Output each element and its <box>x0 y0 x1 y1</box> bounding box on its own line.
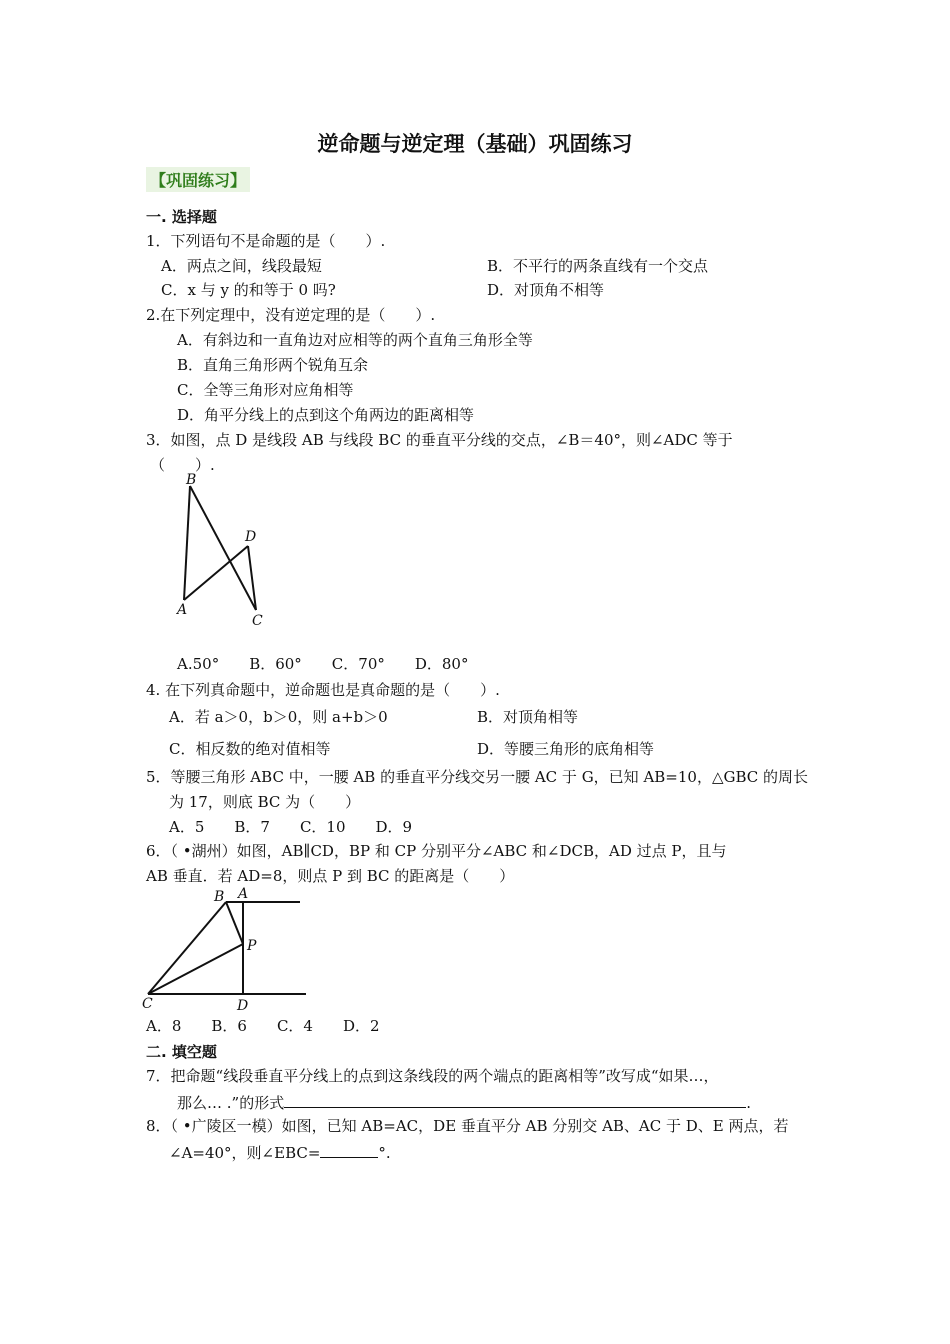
q6-stem: 6．（ •湖州）如图，AB∥CD，BP 和 CP 分别平分∠ABC 和∠DCB，AD 过点 P，且与 <box>146 842 727 860</box>
q3-label-a: A <box>177 602 188 618</box>
q3-segment-ad <box>184 546 248 600</box>
q7-answer-blank[interactable] <box>284 1091 746 1108</box>
q1-option-a: A．两点之间，线段最短 <box>161 257 322 275</box>
q2-stem: 2.在下列定理中，没有逆定理的是（ ）. <box>146 306 436 324</box>
q8-stem-end: °. <box>378 1144 391 1162</box>
q8-answer-blank[interactable] <box>320 1141 378 1158</box>
q6-label-a: A <box>238 886 249 902</box>
q2-option-b: B．直角三角形两个锐角互余 <box>177 356 369 374</box>
q6-segment-bp <box>226 902 243 944</box>
q6-figure <box>136 884 316 1014</box>
q8-stem: 8．（ •广陵区一模）如图，已知 AB=AC，DE 垂直平分 AB 分别交 AB、AC 于 D、E 两点，若 <box>146 1117 789 1135</box>
q2-option-a: A．有斜边和一直角边对应相等的两个直角三角形全等 <box>177 331 533 349</box>
q7-end-period: . <box>746 1094 751 1112</box>
q3-label-c: C <box>252 613 263 629</box>
q3-stem-continued: （ ）. <box>150 456 215 474</box>
q3-options: A.50° B．60° C．70° D．80° <box>177 655 469 673</box>
q3-figure <box>170 468 280 630</box>
q5-stem-continued: 为 17，则底 BC 为（ ） <box>169 793 361 811</box>
section-tag: 【巩固练习】 <box>146 167 250 192</box>
q7-stem: 7．把命题“线段垂直平分线上的点到这条线段的两个端点的距离相等”改写成“如果…， <box>146 1067 719 1085</box>
q4-option-d: D．等腰三角形的底角相等 <box>477 740 655 758</box>
q6-segment-cp <box>148 944 243 994</box>
q6-label-p: P <box>247 938 257 954</box>
q8-line-2 <box>169 1141 391 1163</box>
section-choice-heading: 一. 选择题 <box>146 208 217 226</box>
q1-option-c: C．x 与 y 的和等于 0 吗? <box>161 281 336 299</box>
q6-label-c: C <box>142 996 153 1012</box>
q4-stem: 4. 在下列真命题中，逆命题也是真命题的是（ ）. <box>146 681 500 699</box>
q4-option-c: C．相反数的绝对值相等 <box>169 740 331 758</box>
q6-segment-bc <box>148 902 226 994</box>
q7-stem-continued: 那么… .”的形式 <box>177 1094 285 1112</box>
page-title: 逆命题与逆定理（基础）巩固练习 <box>317 132 633 156</box>
q6-options: A．8 B．6 C．4 D．2 <box>146 1017 380 1035</box>
section-fill-heading: 二. 填空题 <box>146 1043 217 1061</box>
q6-stem-continued: AB 垂直．若 AD=8，则点 P 到 BC 的距离是（ ） <box>146 867 515 885</box>
q4-option-a: A．若 a＞0，b＞0，则 a+b＞0 <box>169 708 388 726</box>
q4-option-b: B．对顶角相等 <box>477 708 579 726</box>
q2-option-d: D．角平分线上的点到这个角两边的距离相等 <box>177 406 475 424</box>
q5-options: A．5 B．7 C．10 D．9 <box>169 818 413 836</box>
q1-stem: 1．下列语句不是命题的是（ ）. <box>146 232 386 250</box>
q8-stem-continued: ∠A=40°，则∠EBC= <box>169 1144 321 1162</box>
q7-line-2 <box>177 1091 751 1113</box>
q6-label-d: D <box>237 998 249 1014</box>
q3-segment-ba <box>184 486 190 600</box>
q2-option-c: C．全等三角形对应角相等 <box>177 381 354 399</box>
q3-label-b: B <box>186 472 197 488</box>
q3-label-d: D <box>245 529 257 545</box>
q3-stem: 3．如图，点 D 是线段 AB 与线段 BC 的垂直平分线的交点，∠B＝40°，则∠ADC 等于 <box>146 431 733 449</box>
q1-option-d: D．对顶角不相等 <box>487 281 605 299</box>
q1-option-b: B．不平行的两条直线有一个交点 <box>487 257 709 275</box>
q5-stem: 5．等腰三角形 ABC 中，一腰 AB 的垂直平分线交另一腰 AC 于 G，已知 AB=10，△GBC 的周长 <box>146 768 809 786</box>
q6-label-b: B <box>214 889 225 905</box>
